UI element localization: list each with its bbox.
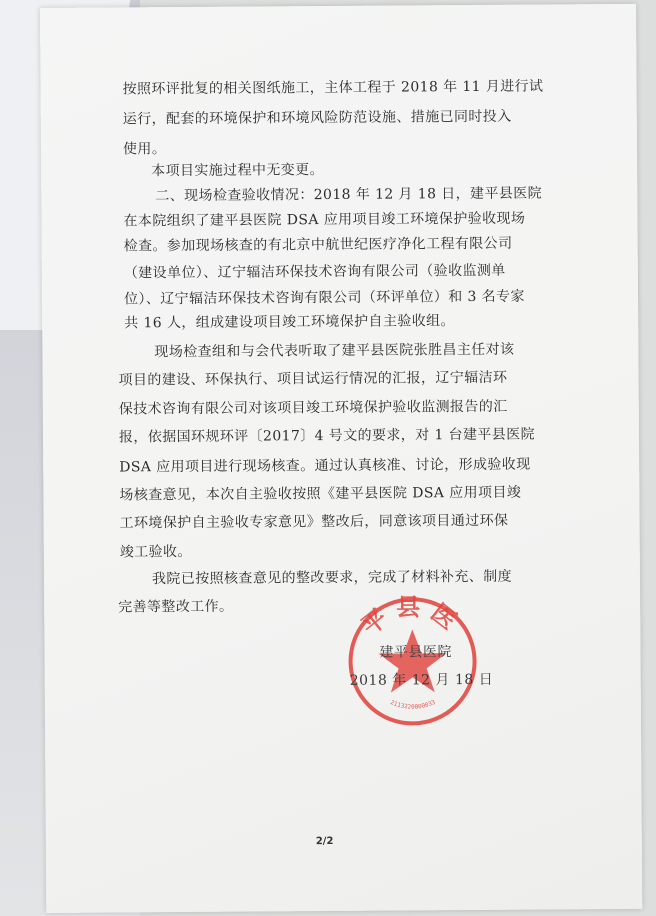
paragraph-line: 竣工验收。 xyxy=(119,543,192,561)
paragraph-line: 检查。参加现场核查的有北京中航世纪医疗净化工程有限公司 xyxy=(123,235,513,255)
paragraph-line: 本项目实施过程中无变更。 xyxy=(151,162,325,180)
seal-text-bottom: 2113220000033 xyxy=(389,698,437,711)
svg-text:2113220000033 xyxy=(389,699,437,711)
paragraph-line: 工环境保护自主验收专家意见》整改后，同意该项目通过环保 xyxy=(119,512,509,532)
paragraph-line: 二、现场检查验收情况：2018 年 12 月 18 日，建平县医院 xyxy=(155,185,543,205)
paragraph-line: 场核查意见，本次自主验收按照《建平县医院 DSA 应用项目竣 xyxy=(119,484,522,504)
paragraph-line: （建设单位）、辽宁辐洁环保技术咨询有限公司（验收监测单 xyxy=(123,262,506,282)
document-page xyxy=(40,4,642,913)
paragraph-line: 运行，配套的环境保护和环境风险防范设施、措施已同时投入 xyxy=(122,108,512,128)
paragraph-line: 我院已按照核查意见的整改要求，完成了材料补充、制度 xyxy=(151,568,513,588)
signature-organization: 建平县医院 xyxy=(379,644,453,661)
paragraph-line: 在本院组织了建平县医院 DSA 应用项目竣工环境保护验收现场 xyxy=(123,210,526,230)
paragraph-line: DSA 应用项目进行现场核查。通过认真核准、讨论，形成验收现 xyxy=(119,456,531,476)
paragraph-line: 项目的建设、环保执行、项目试运行情况的汇报，辽宁辐洁环 xyxy=(118,369,508,389)
paragraph-line: 保技术咨询有限公司对该项目竣工环境保护验收监测报告的汇 xyxy=(118,398,508,418)
paragraph-line: 完善等整改工作。 xyxy=(118,598,234,616)
paragraph-line: 现场检查组和与会代表听取了建平县医院张胜昌主任对该 xyxy=(154,341,515,361)
paragraph-line: 报，依据国环规环评〔2017〕4 号文的要求，对 1 台建平县医院 xyxy=(118,426,536,446)
document-body xyxy=(40,4,642,913)
page-number: 2/2 xyxy=(315,835,334,848)
signature-date: 2018 年 12 月 18 日 xyxy=(349,671,494,689)
paragraph-line: 位）、辽宁辐洁环保技术咨询有限公司（环评单位）和 3 名专家 xyxy=(123,288,525,308)
seal-text-top: 平县医 xyxy=(355,592,469,641)
paragraph-line: 共 16 人，组成建设项目竣工环境保护自主验收组。 xyxy=(124,313,455,332)
paragraph-line: 按照环评批复的相关图纸施工，主体工程于 2018 年 11 月进行试 xyxy=(122,78,544,98)
paragraph-line: 使用。 xyxy=(122,141,167,158)
